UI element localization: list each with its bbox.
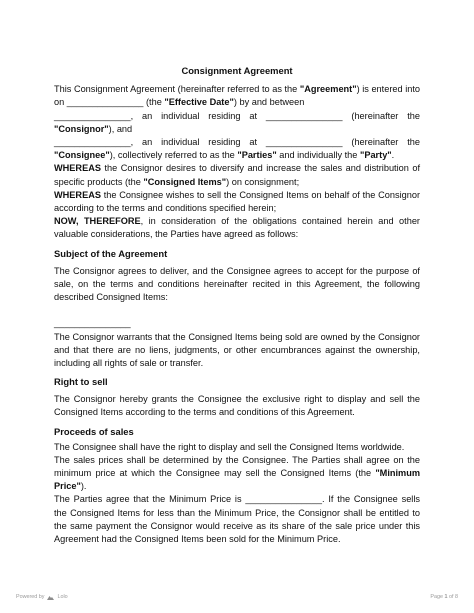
whereas-2 bbox=[54, 189, 420, 215]
document-title: Consignment Agreement bbox=[181, 65, 293, 76]
powered-by bbox=[16, 594, 68, 600]
term-party: "Party" bbox=[359, 150, 392, 161]
term-parties: "Parties" bbox=[237, 150, 277, 161]
term-agreement: "Agreement" bbox=[299, 84, 357, 95]
lolo-logo-icon bbox=[47, 595, 54, 600]
text: ). bbox=[80, 481, 87, 492]
proceeds-paragraph-3: The Parties agree that the Minimum Price is _______________. If the Consignee sells the Consigned Items for less than the Minimum Price, the Consignor shall be entitled to the same payment the Consignor would receive as its share of the sale price under this Agreement had the Consigned Items been sold for the Minimum Price. bbox=[54, 494, 420, 545]
whereas-label: WHEREAS bbox=[54, 163, 101, 174]
heading-proceeds: Proceeds of sales bbox=[54, 425, 134, 437]
text: ) is entered into on _______________ (the bbox=[54, 84, 421, 108]
text: the Consignor desires to diversify and increase the sales and distribution of specific products (the bbox=[54, 163, 420, 187]
term-consigned-items: "Consigned Items" bbox=[143, 176, 227, 187]
brand-name: Lolo bbox=[57, 594, 68, 600]
right-to-sell-paragraph: The Consignor hereby grants the Consignee the exclusive right to display and sell the Consigned Items according to the terms and conditions of this Agreement. bbox=[54, 394, 420, 418]
text: and individually the bbox=[276, 150, 360, 161]
text: The sales prices shall be determined by the Consignee. The Parties shall agree on the minimum price at which the Consignee may sell the Consigned Items (the bbox=[54, 454, 420, 479]
now-therefore-label: NOW, THEREFORE bbox=[54, 216, 141, 227]
heading-right-to-sell: Right to sell bbox=[54, 376, 108, 388]
intro-paragraph bbox=[54, 83, 420, 109]
text: ), collectively referred to as the bbox=[109, 150, 238, 161]
subject-paragraph: The Consignor agrees to deliver, and the Consignee agrees to accept for the purpose of sale, on the terms and conditions hereinafter recited in this Agreement, the following described Consigned Items: bbox=[54, 265, 420, 303]
text: ), and bbox=[108, 123, 133, 134]
text: the Consignee wishes to sell the Consigned Items on behalf of the Consignor according to the terms and conditions specified herein; bbox=[54, 189, 420, 214]
text: This Consignment Agreement (hereinafter referred to as the bbox=[54, 84, 300, 95]
whereas-label: WHEREAS bbox=[54, 189, 101, 200]
heading-subject: Subject of the Agreement bbox=[54, 247, 168, 259]
text: _______________, an individual residing at _______________ (hereinafter the bbox=[54, 137, 420, 148]
text: _______________, an individual residing at _______________ (hereinafter the bbox=[54, 110, 420, 121]
whereas-1 bbox=[54, 162, 420, 188]
text: ) by and between bbox=[233, 97, 305, 108]
page-total: of 8 bbox=[449, 594, 458, 600]
proceeds-paragraph-2 bbox=[54, 454, 420, 494]
items-blank-line: _______________ bbox=[54, 318, 131, 329]
page-prefix: Page bbox=[430, 594, 443, 600]
term-minimum-price: "Minimum Price" bbox=[54, 468, 420, 492]
page-number: 1 bbox=[444, 594, 448, 600]
term-effective-date: "Effective Date" bbox=[164, 97, 234, 108]
term-consignee: "Consignee" bbox=[54, 150, 110, 161]
term-consignor: "Consignor" bbox=[54, 123, 109, 134]
powered-by-label: Powered by bbox=[16, 594, 45, 600]
now-therefore bbox=[54, 215, 420, 241]
document-body bbox=[54, 64, 420, 546]
proceeds-paragraph-1: The Consignee shall have the right to display and sell the Consigned Items worldwide. bbox=[54, 441, 405, 452]
page-counter bbox=[430, 594, 458, 600]
consignee-paragraph bbox=[54, 136, 420, 162]
consignor-paragraph bbox=[54, 110, 420, 136]
text: ) on consignment; bbox=[226, 176, 300, 187]
warranty-paragraph: The Consignor warrants that the Consigned Items being sold are owned by the Consignor and that there are no liens, judgments, or other encumbrances against the ownership, including all rights of sale or transfer. bbox=[54, 331, 420, 369]
text: . bbox=[391, 150, 395, 161]
text: , in consideration of the obligations contained herein and other valuable considerations, the Parties have agreed as follows: bbox=[54, 216, 420, 240]
